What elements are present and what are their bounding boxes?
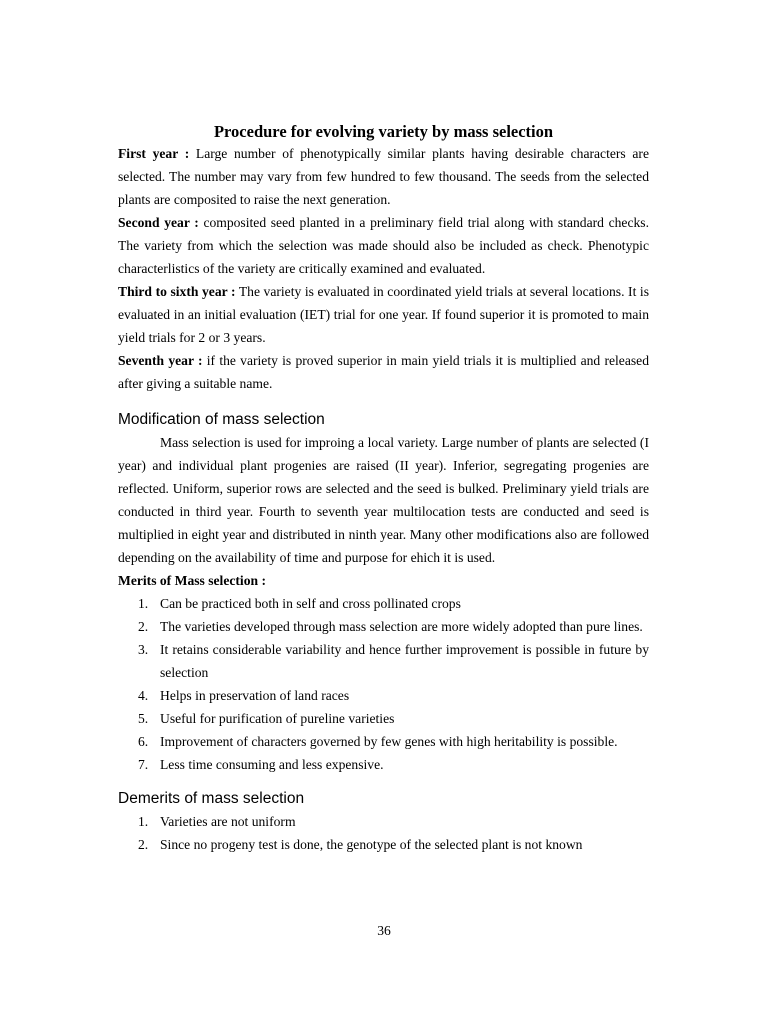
- merits-list: [118, 592, 649, 776]
- list-item: [118, 833, 649, 856]
- list-number: 3.: [138, 642, 149, 657]
- list-number: 1.: [138, 814, 149, 829]
- procedure-text: if the variety is proved superior in main yield trials it is multiplied and released after giving a suitable name.: [118, 353, 649, 391]
- page-title: Procedure for evolving variety by mass selection: [213, 122, 554, 141]
- list-text: Varieties are not uniform: [160, 814, 296, 829]
- list-text: It retains considerable variability and hence further improvement is possible in future by selection: [160, 642, 649, 680]
- merits-heading: Merits of Mass selection :: [118, 573, 266, 588]
- modification-paragraph: Mass selection is used for improing a local variety. Large number of plants are selected (I year) and individual plant progenies are raised (II year). Inferior, segregating progenies are reflected. Uniform, superior rows are selected and the seed is bulked. Preliminary yield trials are conducted in third year. Fourth to seventh year multilocation tests are conducted and seed is multiplied in eight year and distributed in ninth year. Many other modifications also are followed depending on the availability of time and purpose for ehich it is used.: [118, 435, 649, 565]
- procedure-label: First year :: [118, 146, 190, 161]
- list-number: 7.: [138, 757, 149, 772]
- procedure-text: Large number of phenotypically similar plants having desirable characters are selected. The number may vary from few hundred to few thousand. The seeds from the selected plants are composited to raise the next generation.: [118, 146, 649, 207]
- demerits-heading: Demerits of mass selection: [118, 790, 305, 807]
- list-number: 2.: [138, 837, 149, 852]
- page-number: 36: [377, 923, 391, 938]
- list-item: [118, 730, 649, 753]
- list-number: 1.: [138, 596, 149, 611]
- modification-heading: Modification of mass selection: [118, 411, 325, 428]
- procedure-second-year: [118, 211, 649, 280]
- procedure-third-to-sixth-year: [118, 280, 649, 349]
- list-item: [118, 638, 649, 684]
- list-number: 5.: [138, 711, 149, 726]
- procedure-seventh-year: [118, 349, 649, 395]
- demerits-list: [118, 810, 649, 856]
- list-item: [118, 615, 649, 638]
- list-text: Since no progeny test is done, the genotype of the selected plant is not known: [160, 837, 583, 852]
- procedure-first-year: [118, 142, 649, 211]
- list-text: The varieties developed through mass selection are more widely adopted than pure lines.: [160, 619, 643, 634]
- list-text: Improvement of characters governed by few genes with high heritability is possible.: [160, 734, 618, 749]
- list-item: [118, 707, 649, 730]
- list-text: Less time consuming and less expensive.: [160, 757, 384, 772]
- list-item: [118, 753, 649, 776]
- list-text: Helps in preservation of land races: [160, 688, 350, 703]
- list-text: Can be practiced both in self and cross pollinated crops: [160, 596, 461, 611]
- list-number: 6.: [138, 734, 149, 749]
- procedure-text: The variety is evaluated in coordinated yield trials at several locations. It is evaluated in an initial evaluation (IET) trial for one year. If found superior it is promoted to main yield trials for 2 or 3 years.: [118, 284, 649, 345]
- list-number: 4.: [138, 688, 149, 703]
- page-content: [118, 122, 649, 856]
- procedure-text: composited seed planted in a preliminary field trial along with standard checks. The variety from which the selection was made should also be included as check. Phenotypic characterlistics of the variety are critically examined and evaluated.: [118, 215, 649, 276]
- list-item: [118, 810, 649, 833]
- list-number: 2.: [138, 619, 149, 634]
- procedure-label: Third to sixth year :: [118, 284, 236, 299]
- procedure-label: Second year :: [118, 215, 199, 230]
- procedure-label: Seventh year :: [118, 353, 203, 368]
- list-text: Useful for purification of pureline varieties: [160, 711, 395, 726]
- list-item: [118, 684, 649, 707]
- list-item: [118, 592, 649, 615]
